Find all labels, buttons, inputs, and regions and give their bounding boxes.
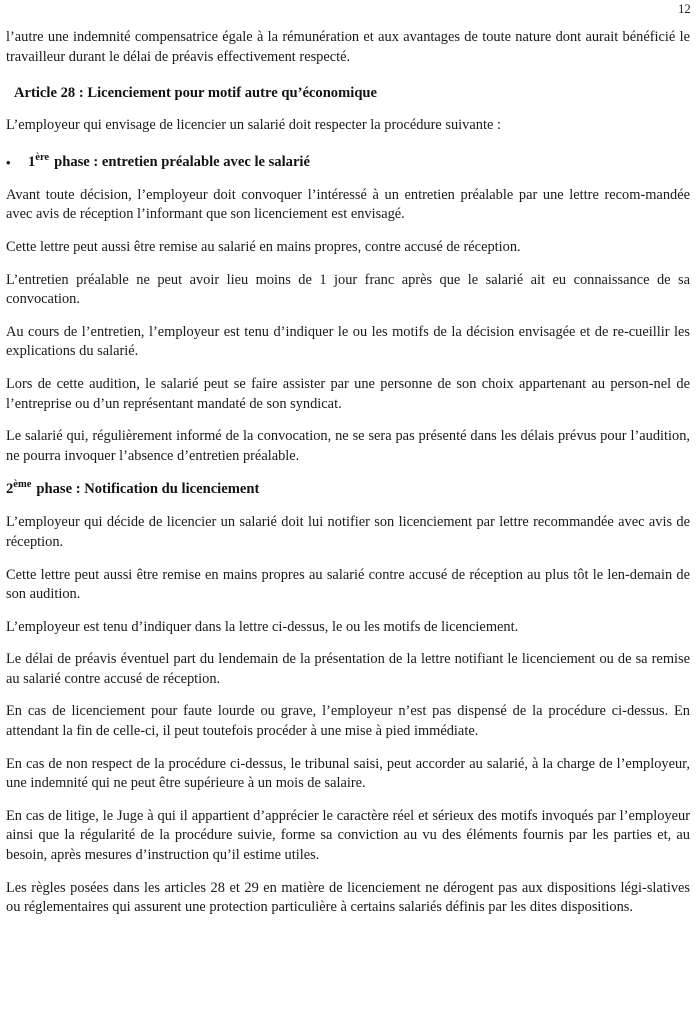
phase-two-label: phase : Notification du licenciement (36, 481, 260, 498)
paragraph: En cas de litige, le Juge à qui il appartient d’apprécier le caractère réel et sérieux des motifs invoqués par l’employeur ainsi que la régularité de la procédure suivie, forme sa conviction au vu des éléments fournis par les parties et, au besoin, après mesures d’instruction qu’il estime utiles. (6, 807, 690, 864)
paragraph: Le salarié qui, régulièrement informé de la convocation, ne se sera pas présenté dans les délais prévus pour l’audition, ne pourra invoquer l’absence d’entretien préalable. (6, 428, 690, 464)
paragraph: Le délai de préavis éventuel part du lendemain de la présentation de la lettre notifiant le licenciement ou de sa remise au salarié contre accusé de réception. (6, 651, 690, 687)
paragraph: L’employeur qui décide de licencier un salarié doit lui notifier son licenciement par lettre recommandée avec avis de réception. (6, 514, 690, 550)
page-number: 12 (678, 2, 691, 16)
paragraph: En cas de licenciement pour faute lourde ou grave, l’employeur n’est pas dispensé de la procédure ci-dessus. En attendant la fin de celle-ci, il peut toutefois procéder à une mise à pied immédiate. (6, 703, 690, 740)
paragraph: En cas de non respect de la procédure ci-dessus, le tribunal saisi, peut accorder au salarié, à la charge de l’employeur, une indemnité qui ne peut être supérieure à un mois de salaire. (6, 755, 690, 792)
paragraph: L’entretien préalable ne peut avoir lieu moins de 1 jour franc après que le salarié ait eu connaissance de sa convocation. (6, 271, 690, 308)
phase-two-number: 2 (6, 481, 14, 498)
paragraph: Au cours de l’entretien, l’employeur est tenu d’indiquer le ou les motifs de la décision envisagée et de re-cueillir les explications du salarié. (6, 323, 690, 360)
paragraph: Les règles posées dans les articles 28 et 29 en matière de licenciement ne dérogent pas aux dispositions légi-slatives ou réglementaires qui assurent une protection particulière à certains salariés définis par les dites dispositions. (6, 879, 690, 916)
phase-two-ordinal: ème (13, 479, 32, 491)
phase-one-label: phase : entretien préalable avec le salarié (54, 153, 310, 170)
phase-one-ordinal: ère (35, 151, 50, 163)
text-column (6, 28, 690, 931)
paragraph-intro: l’autre une indemnité compensatrice égale à la rémunération et aux avantages de toute nature dont aurait bénéficié le travailleur durant le délai de préavis effectivement respecté. (6, 29, 690, 65)
paragraph: Lors de cette audition, le salarié peut se faire assister par une personne de son choix appartenant au person-nel de l’entreprise ou d’un représentant mandaté de son syndicat. (6, 375, 690, 412)
article-heading: Article 28 : Licenciement pour motif autre qu’économique (14, 85, 378, 102)
paragraph: Cette lettre peut aussi être remise en mains propres au salarié contre accusé de réception au plus tôt le len-demain de son audition. (6, 566, 690, 603)
paragraph: Avant toute décision, l’employeur doit convoquer l’intéressé à un entretien préalable par une lettre recom-mandée avec avis de réception l’informant que son licenciement est envisagé. (6, 186, 690, 223)
paragraph-lead: L’employeur qui envisage de licencier un salarié doit respecter la procédure suivante : (6, 117, 501, 134)
phase-one-heading (6, 152, 690, 173)
paragraph: L’employeur est tenu d’indiquer dans la lettre ci-dessus, le ou les motifs de licenciement. (6, 618, 519, 635)
bullet-icon: • (6, 154, 11, 170)
paragraph: Cette lettre peut aussi être remise au salarié en mains propres, contre accusé de réception. (6, 238, 521, 255)
phase-two-heading (6, 479, 690, 500)
phase-one-number: 1 (28, 153, 36, 170)
